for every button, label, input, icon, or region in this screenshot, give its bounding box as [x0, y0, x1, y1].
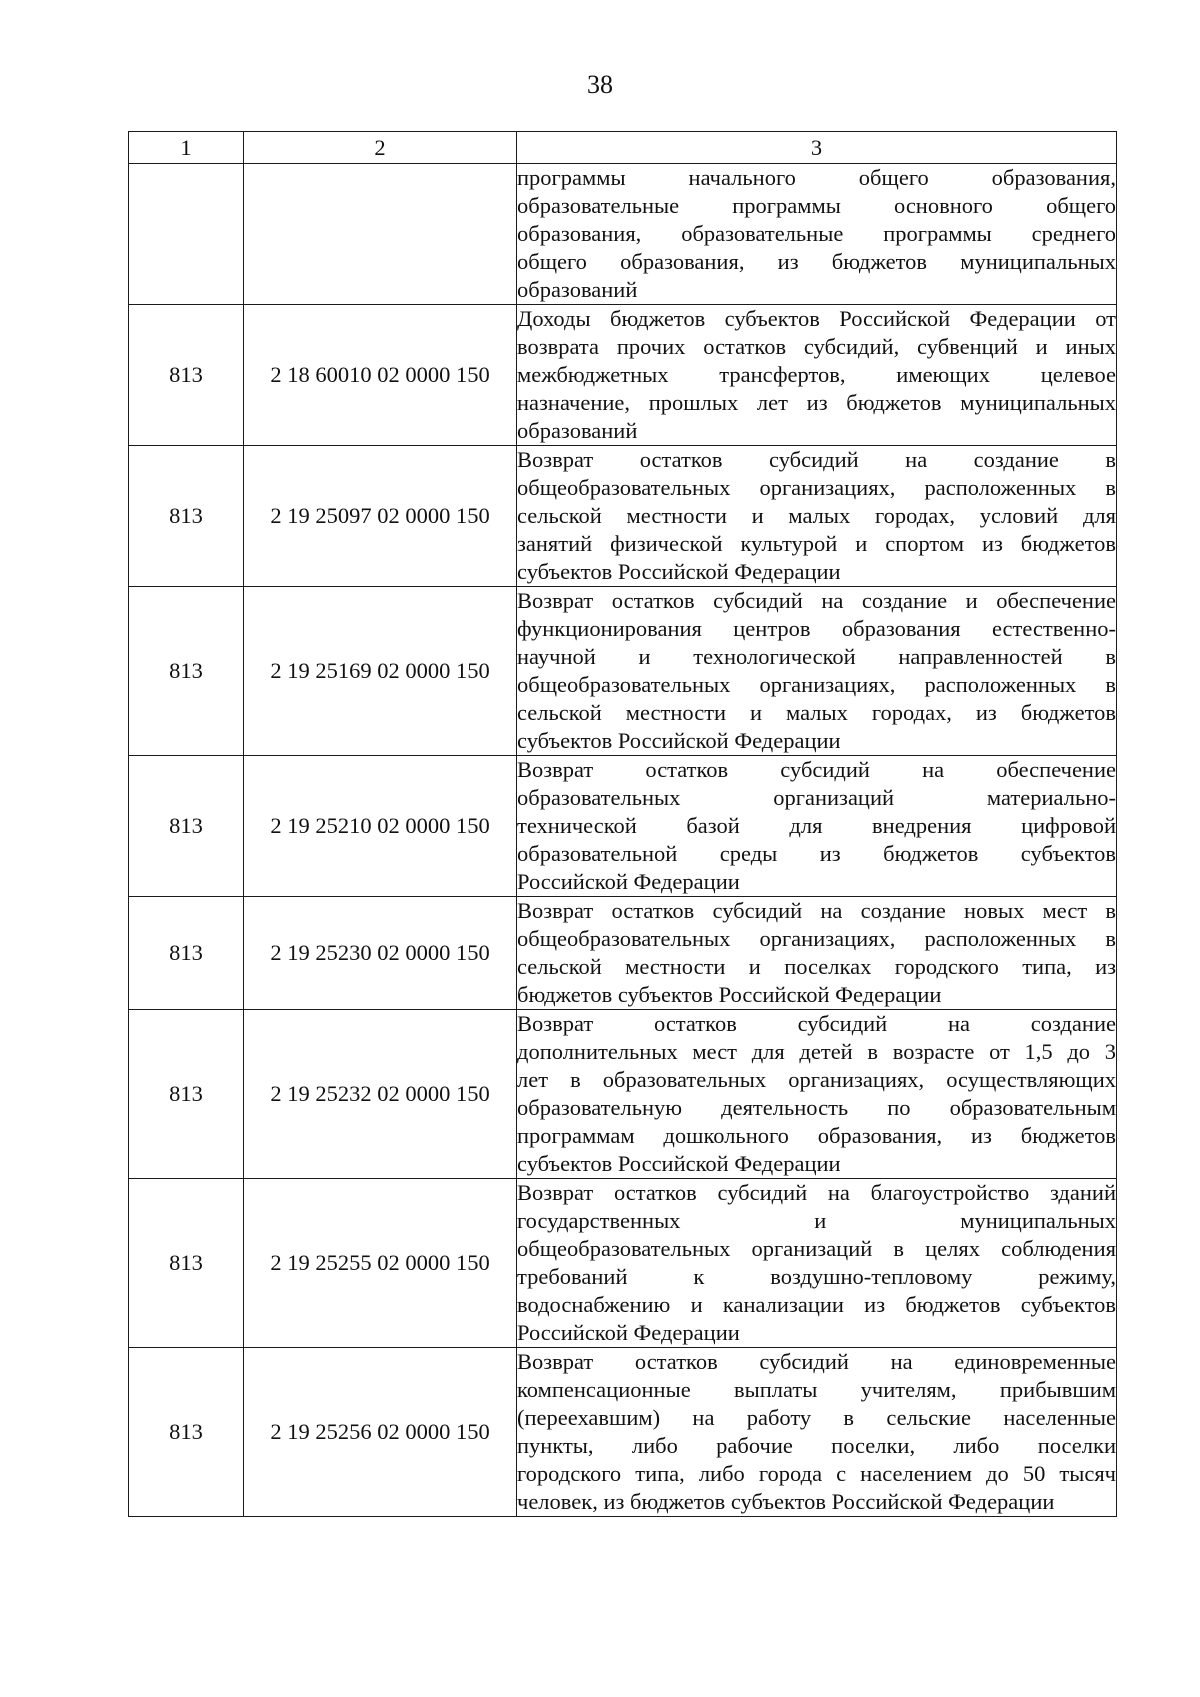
description-cell [517, 1179, 1117, 1348]
description-cell [517, 1348, 1117, 1517]
description-line: образовательных организаций материально- [517, 785, 1116, 810]
table-row [129, 164, 1117, 305]
description-line: образовательную деятельность по образовательным [517, 1095, 1116, 1120]
page-number: 38 [587, 70, 613, 99]
description-line: Возврат остатков субсидий на создание [517, 1011, 1116, 1036]
budget-classification-code-cell: 2 19 25232 02 0000 150 [244, 1010, 517, 1179]
description-line: городского типа, либо города с населением до 50 тысяч [517, 1461, 1116, 1486]
description-line: образования, образовательные программы среднего [517, 221, 1116, 246]
column-header-2: 2 [244, 132, 517, 164]
description-line: Возврат остатков субсидий на единовременные [517, 1349, 1116, 1374]
description-line: общеобразовательных организациях, расположенных в [517, 475, 1116, 500]
description-cell [517, 1010, 1117, 1179]
description-line: субъектов Российской Федерации [517, 728, 841, 753]
description-line: Доходы бюджетов субъектов Российской Федерации от [517, 306, 1116, 331]
description-line: пункты, либо рабочие поселки, либо поселки [517, 1433, 1116, 1458]
description-line: дополнительных мест для детей в возрасте от 1,5 до 3 [517, 1039, 1116, 1064]
description-line: требований к воздушно-тепловому режиму, [517, 1264, 1116, 1289]
agency-code-cell [129, 164, 244, 305]
description-cell [517, 446, 1117, 587]
budget-classification-code-cell [244, 164, 517, 305]
budget-classification-code-cell: 2 19 25097 02 0000 150 [244, 446, 517, 587]
description-line: научной и технологической направленностей в [517, 644, 1116, 669]
description-line: Российской Федерации [517, 869, 740, 894]
budget-classification-code-cell: 2 19 25169 02 0000 150 [244, 587, 517, 756]
description-line: Возврат остатков субсидий на создание в [517, 447, 1116, 472]
budget-classification-code-cell: 2 19 25210 02 0000 150 [244, 756, 517, 897]
description-cell [517, 164, 1117, 305]
description-line: общеобразовательных организациях, расположенных в [517, 672, 1116, 697]
description-line: общего образования, из бюджетов муниципальных [517, 249, 1116, 274]
description-cell [517, 897, 1117, 1010]
agency-code-cell: 813 [129, 756, 244, 897]
description-cell [517, 587, 1117, 756]
table-header-row [129, 132, 1117, 164]
description-line: бюджетов субъектов Российской Федерации [517, 982, 942, 1007]
description-line: Возврат остатков субсидий на обеспечение [517, 757, 1116, 782]
table-row [129, 897, 1117, 1010]
budget-classification-code-cell: 2 19 25230 02 0000 150 [244, 897, 517, 1010]
revenue-code-table [128, 131, 1117, 1517]
description-line: программам дошкольного образования, из бюджетов [517, 1123, 1116, 1148]
column-header-3: 3 [517, 132, 1117, 164]
budget-classification-code-cell: 2 19 25256 02 0000 150 [244, 1348, 517, 1517]
agency-code-cell: 813 [129, 446, 244, 587]
agency-code-cell: 813 [129, 305, 244, 446]
description-line: субъектов Российской Федерации [517, 559, 841, 584]
table-row [129, 1179, 1117, 1348]
agency-code-cell: 813 [129, 897, 244, 1010]
table-body [129, 164, 1117, 1517]
description-line: (переехавшим) на работу в сельские населенные [517, 1405, 1116, 1430]
description-line: технической базой для внедрения цифровой [517, 813, 1116, 838]
description-line: сельской местности и малых городах, условий для [517, 503, 1116, 528]
description-line: лет в образовательных организациях, осуществляющих [517, 1067, 1116, 1092]
description-line: общеобразовательных организациях, расположенных в [517, 926, 1116, 951]
description-line: образований [517, 277, 638, 302]
description-line: образований [517, 418, 638, 443]
description-line: водоснабжению и канализации из бюджетов субъектов [517, 1292, 1116, 1317]
description-line: Возврат остатков субсидий на благоустройство зданий [517, 1180, 1116, 1205]
description-line: Российской Федерации [517, 1320, 740, 1345]
agency-code-cell: 813 [129, 1348, 244, 1517]
table-row [129, 305, 1117, 446]
description-line: межбюджетных трансфертов, имеющих целевое [517, 362, 1116, 387]
description-line: занятий физической культурой и спортом из бюджетов [517, 531, 1116, 556]
column-header-1: 1 [129, 132, 244, 164]
table-row [129, 587, 1117, 756]
description-line: Возврат остатков субсидий на создание новых мест в [517, 898, 1116, 923]
description-line: возврата прочих остатков субсидий, субвенций и иных [517, 334, 1116, 359]
description-line: сельской местности и поселках городского типа, из [517, 954, 1116, 979]
description-cell [517, 305, 1117, 446]
agency-code-cell: 813 [129, 587, 244, 756]
description-line: программы начального общего образования, [517, 165, 1116, 190]
description-line: компенсационные выплаты учителям, прибывшим [517, 1377, 1116, 1402]
description-line: государственных и муниципальных [517, 1208, 1116, 1233]
description-line: образовательной среды из бюджетов субъектов [517, 841, 1116, 866]
budget-classification-code-cell: 2 19 25255 02 0000 150 [244, 1179, 517, 1348]
agency-code-cell: 813 [129, 1179, 244, 1348]
table-row [129, 1348, 1117, 1517]
description-line: назначение, прошлых лет из бюджетов муниципальных [517, 390, 1116, 415]
description-line: человек, из бюджетов субъектов Российской Федерации [517, 1489, 1055, 1514]
table-row [129, 756, 1117, 897]
description-line: сельской местности и малых городах, из бюджетов [517, 700, 1116, 725]
budget-classification-code-cell: 2 18 60010 02 0000 150 [244, 305, 517, 446]
description-line: функционирования центров образования естественно- [517, 616, 1116, 641]
description-line: субъектов Российской Федерации [517, 1151, 841, 1176]
description-line: общеобразовательных организаций в целях соблюдения [517, 1236, 1116, 1261]
agency-code-cell: 813 [129, 1010, 244, 1179]
description-line: образовательные программы основного общего [517, 193, 1116, 218]
table-row [129, 1010, 1117, 1179]
description-line: Возврат остатков субсидий на создание и обеспечение [517, 588, 1116, 613]
table-row [129, 446, 1117, 587]
description-cell [517, 756, 1117, 897]
